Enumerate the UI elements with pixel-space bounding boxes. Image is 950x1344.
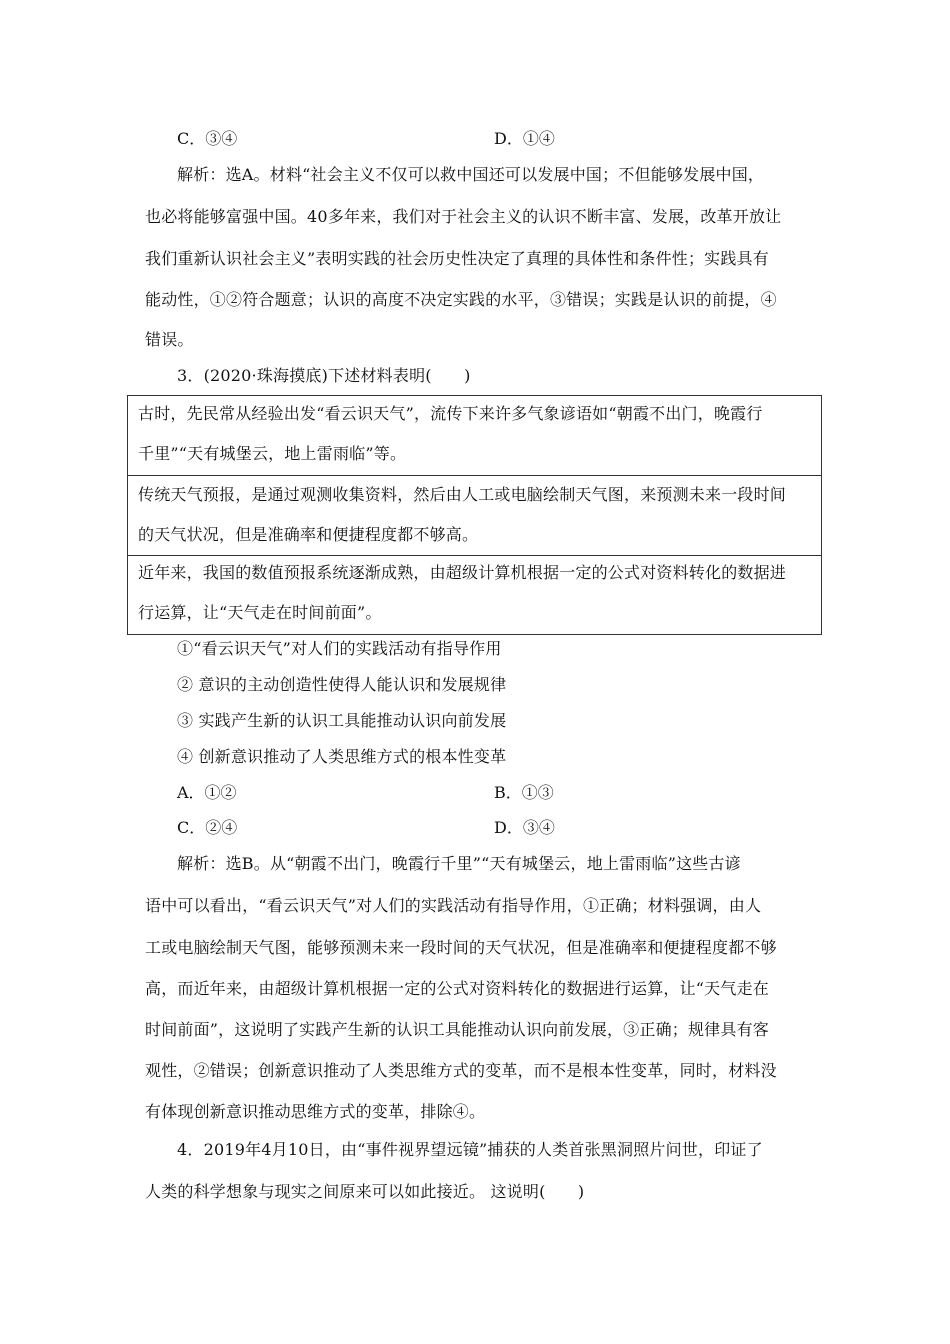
- q3-material-text: 传统天气预报，是通过观测收集资料，然后由人工或电脑绘制天气图，来预测未来一段时间: [138, 485, 787, 504]
- q3-stem: 3．(2020·珠海摸底)下述材料表明( ): [177, 366, 471, 385]
- q2-analysis-line: 能动性，①②符合题意；认识的高度不决定实践的水平，③错误；实践是认识的前提，④: [145, 290, 777, 309]
- q3-analysis-line: 时间前面”，这说明了实践产生新的认识工具能推动认识向前发展，③正确；规律具有客: [145, 1020, 769, 1039]
- q3-material-text: 的天气状况，但是准确率和便捷程度都不够高。: [138, 525, 479, 544]
- q3-option-d: D．③④: [494, 818, 555, 837]
- q2-analysis-line: 解析：选A。材料“社会主义不仅可以救中国还可以发展中国；不但能够发展中国，: [177, 165, 765, 184]
- q3-material-cell: [128, 396, 821, 476]
- q3-option-b: B．①③: [494, 783, 554, 802]
- q3-statement: ② 意识的主动创造性使得人能认识和发展规律: [177, 675, 507, 694]
- q3-material-cell: [128, 556, 821, 634]
- q2-analysis-line: 也必将能够富强中国。40多年来，我们对于社会主义的认识不断丰富、发展，改革开放让: [145, 207, 782, 226]
- q3-analysis-line: 解析：选B。从“朝霞不出门，晚霞行千里”“天有城堡云，地上雷雨临”这些古谚: [177, 854, 741, 873]
- q3-analysis-line: 观性，②错误；创新意识推动了人类思维方式的变革，而不是根本性变革，同时，材料没: [145, 1061, 777, 1080]
- q3-statement: ③ 实践产生新的认识工具能推动认识向前发展: [177, 711, 507, 730]
- q4-stem-line: 4．2019年4月10日，由“事件视界望远镜”捕获的人类首张黑洞照片问世，印证了: [177, 1140, 763, 1159]
- q3-statement: ①“看云识天气”对人们的实践活动有指导作用: [177, 639, 502, 658]
- q3-material-text: 近年来，我国的数值预报系统逐渐成熟，由超级计算机根据一定的公式对资料转化的数据进: [138, 563, 787, 582]
- q2-option-d: D．①④: [494, 129, 555, 148]
- q3-material-text: 古时，先民常从经验出发“看云识天气”，流传下来许多气象谚语如“朝霞不出门，晚霞行: [138, 404, 763, 423]
- q3-material-table: [127, 395, 822, 635]
- q3-material-text: 行运算，让“天气走在时间前面”。: [138, 603, 382, 622]
- q2-option-c: C．③④: [177, 129, 238, 148]
- q3-option-c: C．②④: [177, 818, 238, 837]
- q3-option-a: A．①②: [177, 783, 237, 802]
- q3-statement: ④ 创新意识推动了人类思维方式的根本性变革: [177, 747, 507, 766]
- q3-material-cell: [128, 476, 821, 556]
- q4-stem-line: 人类的科学想象与现实之间原来可以如此接近。 这说明( ): [145, 1182, 585, 1201]
- q3-analysis-line: 语中可以看出，“看云识天气”对人们的实践活动有指导作用，①正确；材料强调，由人: [145, 896, 762, 915]
- q2-analysis-line: 错误。: [145, 330, 194, 349]
- q3-analysis-line: 有体现创新意识推动思维方式的变革，排除④。: [145, 1102, 486, 1121]
- q3-analysis-line: 工或电脑绘制天气图，能够预测未来一段时间的天气状况，但是准确率和便捷程度都不够: [145, 938, 777, 957]
- q2-analysis-line: 我们重新认识社会主义”表明实践的社会历史性决定了真理的具体性和条件性；实践具有: [145, 249, 769, 268]
- q3-material-text: 千里”“天有城堡云，地上雷雨临”等。: [138, 444, 407, 463]
- q3-analysis-line: 高，而近年来，由超级计算机根据一定的公式对资料转化的数据进行运算，让“天气走在: [145, 979, 769, 998]
